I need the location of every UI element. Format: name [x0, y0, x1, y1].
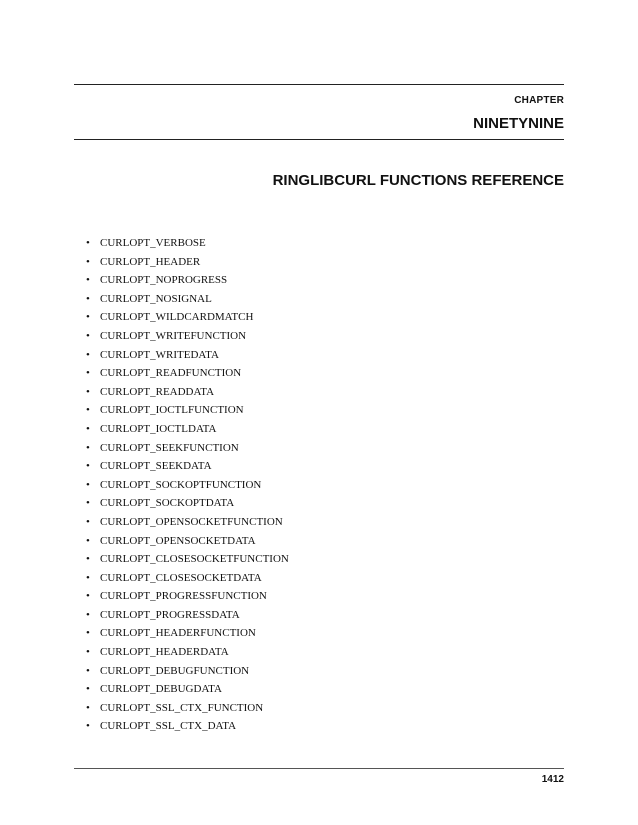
bullet-icon: • — [86, 497, 90, 510]
list-item-label: CURLOPT_WILDCARDMATCH — [100, 311, 254, 324]
bullet-icon: • — [86, 683, 90, 696]
bullet-icon: • — [86, 367, 90, 380]
list-item — [86, 569, 289, 588]
list-item-label: CURLOPT_PROGRESSDATA — [100, 608, 240, 621]
list-item-label: CURLOPT_HEADERFUNCTION — [100, 627, 256, 640]
list-item-label: CURLOPT_WRITEDATA — [100, 348, 219, 361]
bullet-icon: • — [86, 515, 90, 528]
list-item — [86, 624, 289, 643]
chapter-bottom-rule — [74, 139, 564, 140]
list-item-label: CURLOPT_NOPROGRESS — [100, 274, 228, 287]
bullet-icon: • — [86, 385, 90, 398]
bullet-icon: • — [86, 627, 90, 640]
list-item-label: CURLOPT_CLOSESOCKETDATA — [100, 571, 262, 584]
list-item — [86, 643, 289, 662]
list-item-label: CURLOPT_SSL_CTX_FUNCTION — [100, 701, 264, 714]
list-item — [86, 253, 289, 272]
footer-rule — [74, 768, 564, 769]
list-item-label: CURLOPT_READFUNCTION — [100, 367, 242, 380]
list-item — [86, 494, 289, 513]
bullet-icon: • — [86, 292, 90, 305]
bullet-icon: • — [86, 571, 90, 584]
list-item-label: CURLOPT_SSL_CTX_DATA — [100, 720, 237, 733]
list-item — [86, 606, 289, 625]
bullet-icon: • — [86, 329, 90, 342]
list-item — [86, 327, 289, 346]
bullet-icon: • — [86, 534, 90, 547]
list-item-label: CURLOPT_OPENSOCKETDATA — [100, 534, 256, 547]
list-item — [86, 662, 289, 681]
list-item-label: CURLOPT_WRITEFUNCTION — [100, 329, 247, 342]
function-list — [86, 234, 289, 736]
list-item-label: CURLOPT_SOCKOPTFUNCTION — [100, 478, 262, 491]
list-item-label: CURLOPT_DEBUGDATA — [100, 683, 222, 696]
bullet-icon: • — [86, 255, 90, 268]
list-item — [86, 271, 289, 290]
list-item-label: CURLOPT_CLOSESOCKETFUNCTION — [100, 553, 289, 566]
section-title: RINGLIBCURL FUNCTIONS REFERENCE — [272, 172, 564, 189]
bullet-icon: • — [86, 274, 90, 287]
bullet-icon: • — [86, 478, 90, 491]
list-item-label: CURLOPT_VERBOSE — [100, 237, 206, 249]
list-item — [86, 532, 289, 551]
bullet-icon: • — [86, 701, 90, 714]
list-item-label: CURLOPT_READDATA — [100, 385, 215, 398]
list-item — [86, 364, 289, 383]
list-item-label: CURLOPT_OPENSOCKETFUNCTION — [100, 515, 283, 528]
bullet-icon: • — [86, 608, 90, 621]
list-item-label: CURLOPT_DEBUGFUNCTION — [100, 664, 250, 677]
list-item — [86, 290, 289, 309]
list-item-label: CURLOPT_IOCTLDATA — [100, 422, 217, 435]
list-item — [86, 383, 289, 402]
bullet-icon: • — [86, 311, 90, 324]
list-item-label: CURLOPT_SEEKDATA — [100, 460, 212, 473]
list-item-label: CURLOPT_PROGRESSFUNCTION — [100, 590, 267, 603]
list-item — [86, 550, 289, 569]
bullet-icon: • — [86, 664, 90, 677]
list-item — [86, 513, 289, 532]
bullet-icon: • — [86, 646, 90, 659]
list-item-label: CURLOPT_NOSIGNAL — [100, 292, 212, 305]
chapter-label: CHAPTER — [514, 95, 564, 106]
list-item-label: CURLOPT_SEEKFUNCTION — [100, 441, 239, 454]
page-number: 1412 — [541, 774, 564, 785]
list-item — [86, 717, 289, 736]
bullet-icon: • — [86, 441, 90, 454]
bullet-icon: • — [86, 460, 90, 473]
list-item — [86, 439, 289, 458]
chapter-number: NINETYNINE — [473, 115, 564, 132]
list-item-label: CURLOPT_HEADER — [100, 255, 201, 268]
list-item — [86, 308, 289, 327]
list-item-label: CURLOPT_IOCTLFUNCTION — [100, 404, 244, 417]
list-item — [86, 346, 289, 365]
bullet-icon: • — [86, 590, 90, 603]
list-item — [86, 587, 289, 606]
bullet-icon: • — [86, 237, 90, 249]
list-item — [86, 699, 289, 718]
list-item-label: CURLOPT_HEADERDATA — [100, 646, 229, 659]
list-item — [86, 476, 289, 495]
bullet-icon: • — [86, 720, 90, 733]
list-item — [86, 234, 289, 253]
list-item — [86, 680, 289, 699]
bullet-icon: • — [86, 422, 90, 435]
bullet-icon: • — [86, 348, 90, 361]
list-item-label: CURLOPT_SOCKOPTDATA — [100, 497, 235, 510]
list-item — [86, 457, 289, 476]
bullet-icon: • — [86, 404, 90, 417]
list-item — [86, 420, 289, 439]
chapter-top-rule — [74, 84, 564, 85]
bullet-icon: • — [86, 553, 90, 566]
list-item — [86, 401, 289, 420]
